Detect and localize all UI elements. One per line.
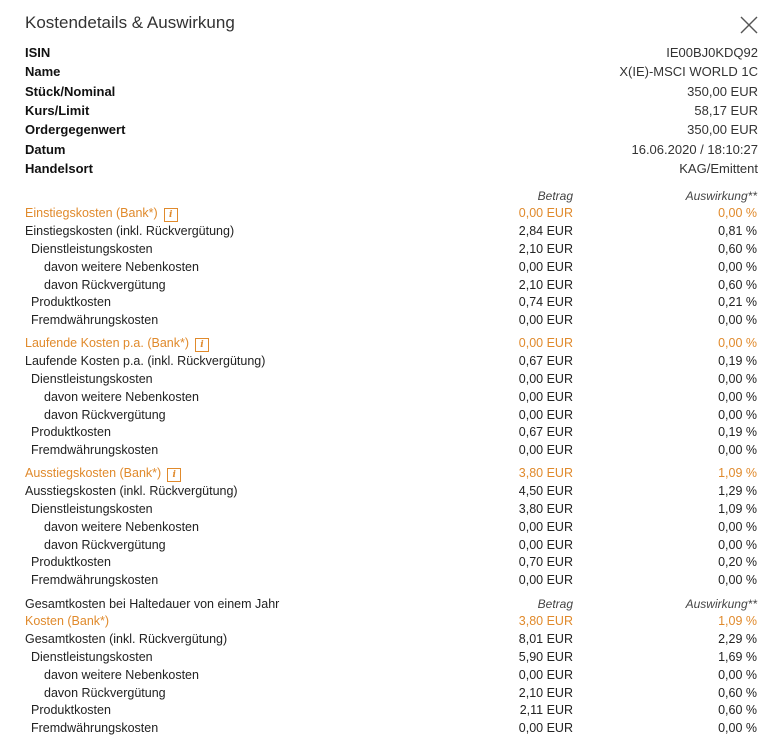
cost-impact: 0,00 % [718,573,757,587]
cost-amount: 0,00 EUR [518,206,573,220]
info-icon[interactable]: i [164,208,178,222]
cost-amount: 0,00 EUR [518,443,573,457]
info-row-kurs [25,103,758,122]
cost-impact: 0,00 % [718,372,757,386]
cost-label [44,260,199,274]
cost-label-text: Dienstleistungskosten [31,242,153,256]
info-label: Stück/Nominal [25,84,116,99]
info-icon[interactable]: i [195,338,209,352]
cost-row [0,650,771,668]
cost-amount: 0,00 EUR [518,538,573,552]
cost-label [25,484,238,498]
cost-amount: 0,00 EUR [518,520,573,534]
info-label: Ordergegenwert [25,122,126,137]
cost-row [0,484,771,502]
cost-label [44,390,199,404]
cost-label-text: Dienstleistungskosten [31,502,153,516]
cost-impact: 0,00 % [718,443,757,457]
gesamt-heading-row [0,597,771,615]
info-label: Name [25,64,61,79]
cost-amount: 0,00 EUR [518,260,573,274]
cost-amount: 0,70 EUR [518,555,573,569]
cost-impact: 0,00 % [718,668,757,682]
cost-label [44,538,166,552]
cost-label-text: davon weitere Nebenkosten [44,260,199,274]
cost-row [0,242,771,260]
cost-row [0,703,771,721]
cost-impact: 0,19 % [718,425,757,439]
gesamt-column-header-auswirkung: Auswirkung** [685,597,757,611]
cost-impact: 1,29 % [718,484,757,498]
cost-label [44,686,166,700]
cost-label-text: Produktkosten [31,703,111,717]
cost-label [31,313,158,327]
cost-label-text: Produktkosten [31,425,111,439]
cost-label-text: davon weitere Nebenkosten [44,520,199,534]
cost-impact: 1,69 % [718,650,757,664]
cost-row [0,573,771,591]
cost-row-bank [0,614,771,632]
cost-impact: 0,60 % [718,686,757,700]
cost-row [0,425,771,443]
info-row-name [25,64,758,83]
info-label: Kurs/Limit [25,103,90,118]
cost-impact: 0,00 % [718,206,757,220]
cost-impact: 0,60 % [718,703,757,717]
cost-amount: 4,50 EUR [518,484,573,498]
cost-label-text: Kosten (Bank*) [25,614,110,628]
cost-label-text: davon Rückvergütung [44,538,166,552]
cost-amount: 0,00 EUR [518,721,573,735]
cost-row [0,538,771,556]
cost-label [31,295,111,309]
cost-label [44,408,166,422]
cost-label-text: Gesamtkosten (inkl. Rückvergütung) [25,632,228,646]
cost-row-bank [0,206,771,224]
cost-label-text: davon Rückvergütung [44,278,166,292]
cost-impact: 2,29 % [718,632,757,646]
cost-label [31,242,153,256]
close-icon[interactable] [740,16,758,34]
cost-impact: 0,81 % [718,224,757,238]
cost-label-text: Einstiegskosten (inkl. Rückvergütung) [25,224,235,238]
cost-label [25,336,209,352]
cost-label-text: davon weitere Nebenkosten [44,390,199,404]
cost-impact: 0,00 % [718,260,757,274]
cost-impact: 0,00 % [718,390,757,404]
cost-impact: 0,00 % [718,408,757,422]
cost-label-text: Ausstiegskosten (inkl. Rückvergütung) [25,484,238,498]
cost-label [31,372,153,386]
cost-label [31,721,158,735]
cost-amount: 2,10 EUR [518,242,573,256]
info-value: X(IE)-MSCI WORLD 1C [619,64,758,79]
info-value: 16.06.2020 / 18:10:27 [631,142,758,157]
cost-amount: 0,00 EUR [518,313,573,327]
cost-label-text: Einstiegskosten (Bank*) [25,206,158,220]
info-row-ordergegenwert [25,122,758,141]
cost-label [25,466,181,482]
gesamt-heading: Gesamtkosten bei Haltedauer von einem Jahr [25,597,280,611]
cost-impact: 0,00 % [718,336,757,350]
info-row-handelsort [25,161,758,180]
cost-label [44,278,166,292]
cost-label [25,206,178,222]
info-icon[interactable]: i [167,468,181,482]
cost-label [31,425,111,439]
cost-impact: 0,20 % [718,555,757,569]
cost-amount: 2,10 EUR [518,278,573,292]
cost-row [0,295,771,313]
cost-impact: 0,19 % [718,354,757,368]
info-row-stueck [25,84,758,103]
cost-amount: 8,01 EUR [518,632,573,646]
cost-impact: 1,09 % [718,502,757,516]
cost-amount: 0,67 EUR [518,425,573,439]
cost-row-bank [0,466,771,484]
cost-label-text: Fremdwährungskosten [31,313,159,327]
cost-label-text: davon Rückvergütung [44,686,166,700]
cost-impact: 1,09 % [718,466,757,480]
cost-row [0,632,771,650]
info-label: ISIN [25,45,51,60]
info-value: 350,00 EUR [687,84,758,99]
cost-label [44,668,199,682]
cost-row [0,555,771,573]
cost-label-text: Laufende Kosten p.a. (Bank*) [25,336,190,350]
cost-amount: 0,00 EUR [518,573,573,587]
cost-amount: 0,00 EUR [518,390,573,404]
cost-amount: 0,00 EUR [518,668,573,682]
cost-row [0,390,771,408]
gesamt-column-header-betrag: Betrag [537,597,573,611]
cost-amount: 3,80 EUR [518,466,573,480]
cost-row [0,502,771,520]
cost-row [0,408,771,426]
cost-row [0,224,771,242]
cost-label [31,650,153,664]
cost-label [25,614,109,628]
cost-row [0,354,771,372]
info-value: 58,17 EUR [694,103,758,118]
column-header-betrag: Betrag [537,189,573,203]
info-row-datum [25,142,758,161]
info-label: Datum [25,142,66,157]
info-label: Handelsort [25,161,93,176]
cost-label [31,502,153,516]
cost-row [0,721,771,739]
cost-impact: 0,60 % [718,242,757,256]
cost-row-bank [0,336,771,354]
cost-label [25,224,234,238]
cost-label-text: Ausstiegskosten (Bank*) [25,466,162,480]
info-value: 350,00 EUR [687,122,758,137]
modal-title: Kostendetails & Auswirkung [25,13,235,32]
cost-label-text: Fremdwährungskosten [31,721,159,735]
cost-label [31,573,158,587]
cost-label-text: Dienstleistungskosten [31,372,153,386]
cost-label [25,632,227,646]
cost-row [0,313,771,331]
cost-label [31,703,111,717]
cost-impact: 0,21 % [718,295,757,309]
cost-impact: 0,60 % [718,278,757,292]
cost-amount: 0,00 EUR [518,336,573,350]
cost-amount: 5,90 EUR [518,650,573,664]
cost-amount: 0,00 EUR [518,372,573,386]
cost-label [31,443,158,457]
cost-label-text: Produktkosten [31,295,111,309]
cost-label-text: davon Rückvergütung [44,408,166,422]
cost-row [0,520,771,538]
cost-row [0,668,771,686]
cost-amount: 2,84 EUR [518,224,573,238]
cost-label [31,555,111,569]
cost-label [25,354,265,368]
cost-row [0,372,771,390]
cost-row [0,443,771,461]
cost-impact: 0,00 % [718,538,757,552]
info-row-isin [25,45,758,64]
cost-amount: 0,74 EUR [518,295,573,309]
info-value: IE00BJ0KDQ92 [666,45,758,60]
cost-impact: 0,00 % [718,313,757,327]
cost-label-text: Dienstleistungskosten [31,650,153,664]
cost-row [0,260,771,278]
cost-amount: 0,67 EUR [518,354,573,368]
cost-impact: 0,00 % [718,520,757,534]
cost-amount: 3,80 EUR [518,614,573,628]
cost-label-text: davon weitere Nebenkosten [44,668,199,682]
cost-amount: 0,00 EUR [518,408,573,422]
cost-amount: 3,80 EUR [518,502,573,516]
cost-amount: 2,11 EUR [519,703,573,717]
cost-label-text: Fremdwährungskosten [31,443,159,457]
cost-label-text: Produktkosten [31,555,111,569]
cost-label [44,520,199,534]
info-value: KAG/Emittent [679,161,758,176]
cost-label-text: Fremdwährungskosten [31,573,159,587]
cost-row [0,686,771,704]
column-header-auswirkung: Auswirkung** [685,189,757,203]
cost-amount: 2,10 EUR [518,686,573,700]
cost-impact: 0,00 % [718,721,757,735]
cost-label-text: Laufende Kosten p.a. (inkl. Rückvergütung) [25,354,266,368]
cost-impact: 1,09 % [718,614,757,628]
cost-row [0,278,771,296]
